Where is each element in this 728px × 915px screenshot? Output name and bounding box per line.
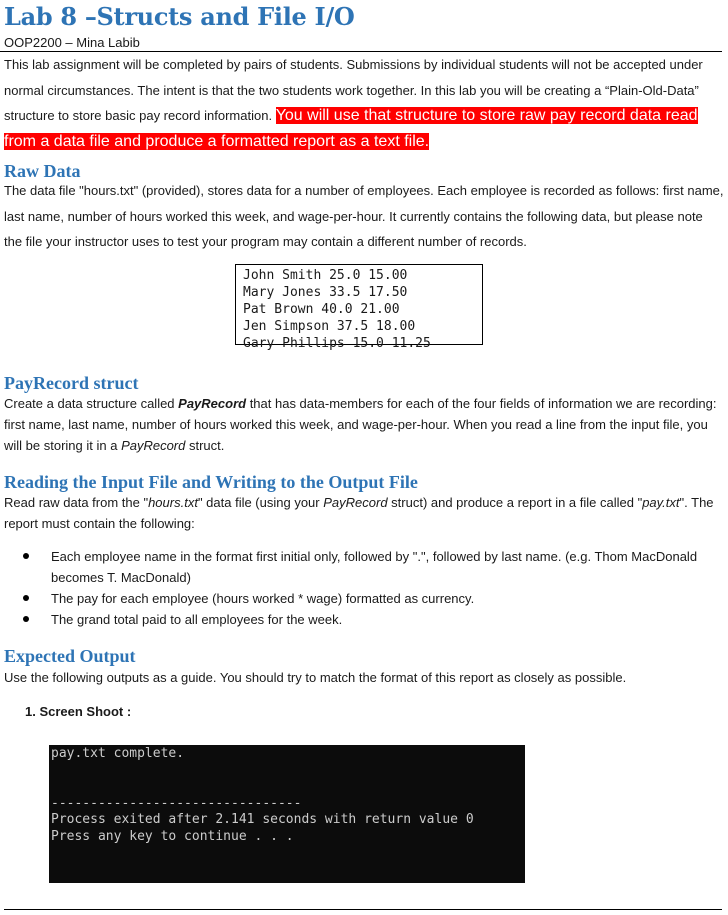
data-record: Gary Phillips 15.0 11.25 — [243, 336, 431, 351]
io-text-2: " data file (using your — [197, 495, 324, 510]
payrecord-text-3: struct. — [185, 438, 225, 453]
input-file-name: hours.txt — [148, 495, 198, 510]
payrecord-text-2: that has data-members for each of the four fields of information we are recording: first name, last name, number of hours worked this week, and wage-per-hour. When you read a line from the input file, you will be storing it in a — [4, 396, 717, 453]
raw-data-paragraph: The data file "hours.txt" (provided), stores data for a number of employees. Each employee is recorded as follows: first name, last name, number of hours worked this week, and wage-per-hour. It currently contains the following data, but please note the file your instructor uses to test your program may contain a different number of records. — [4, 183, 724, 249]
report-requirements-list — [22, 546, 712, 630]
console-line: Press any key to continue . . . — [51, 828, 294, 844]
screenshot-label: 1. Screen Shoot : — [25, 704, 132, 719]
bullet-icon — [23, 595, 29, 601]
console-line — [51, 779, 525, 796]
page-title: Lab 8 –Structs and File I/O — [4, 2, 355, 31]
list-item — [22, 609, 712, 630]
bullet-icon — [23, 616, 29, 622]
expected-output-paragraph: Use the following outputs as a guide. You should try to match the format of this report as closely as possible. — [4, 670, 627, 685]
console-line: Process exited after 2.141 seconds with return value 0 — [51, 812, 474, 827]
payrecord-heading: PayRecord struct — [4, 373, 139, 393]
data-record: Pat Brown 40.0 21.00 — [243, 302, 400, 317]
io-paragraph — [4, 492, 724, 534]
data-record: Mary Jones 33.5 17.50 — [243, 285, 408, 300]
bullet-icon — [23, 553, 29, 559]
intro-paragraph — [4, 52, 724, 154]
intro-text: This lab assignment will be completed by pairs of students. Submissions by individual students will not be accepted under normal circumstances. The intent is that the two students work together. In this lab you will be creating a “Plain-Old-Data” structure to store basic pay record information. — [4, 57, 703, 123]
io-text-4: ". The report must contain the following: — [4, 495, 714, 531]
console-line: pay.txt complete. — [51, 746, 185, 761]
data-record: John Smith 25.0 15.00 — [243, 268, 408, 283]
payrecord-paragraph — [4, 393, 724, 456]
console-line: -------------------------------- — [51, 795, 302, 811]
intro-highlight: You will use that structure to store raw pay record data read from a data file and produce a formatted report as a text file. — [4, 107, 698, 150]
io-text-1: Read raw data from the " — [4, 495, 149, 510]
raw-data-heading: Raw Data — [4, 161, 81, 181]
expected-output-heading: Expected Output — [4, 646, 136, 666]
io-text-3: struct) and produce a report in a file called " — [387, 495, 643, 510]
list-item-text: The grand total paid to all employees for the week. — [51, 612, 343, 627]
list-item — [22, 546, 712, 588]
payrecord-struct-name-italic: PayRecord — [121, 438, 186, 453]
footer-divider — [4, 909, 722, 910]
list-item-text: The pay for each employee (hours worked * wage) formatted as currency. — [51, 591, 475, 606]
payrecord-struct-name: PayRecord — [178, 396, 247, 411]
output-file-name: pay.txt — [642, 495, 680, 510]
payrecord-text-1: Create a data structure called — [4, 396, 179, 411]
data-record: Jen Simpson 37.5 18.00 — [243, 319, 416, 334]
console-line — [51, 763, 525, 780]
list-item-text: Each employee name in the format first initial only, followed by ".", followed by last name. (e.g. Thom MacDonald becomes T. MacDonald) — [51, 549, 698, 585]
list-item — [22, 588, 712, 609]
io-struct-name: PayRecord — [323, 495, 388, 510]
console-output-window — [49, 745, 525, 883]
io-heading: Reading the Input File and Writing to the Output File — [4, 472, 418, 492]
hours-data-box — [235, 264, 483, 351]
course-subtitle: OOP2200 – Mina Labib — [4, 35, 140, 50]
